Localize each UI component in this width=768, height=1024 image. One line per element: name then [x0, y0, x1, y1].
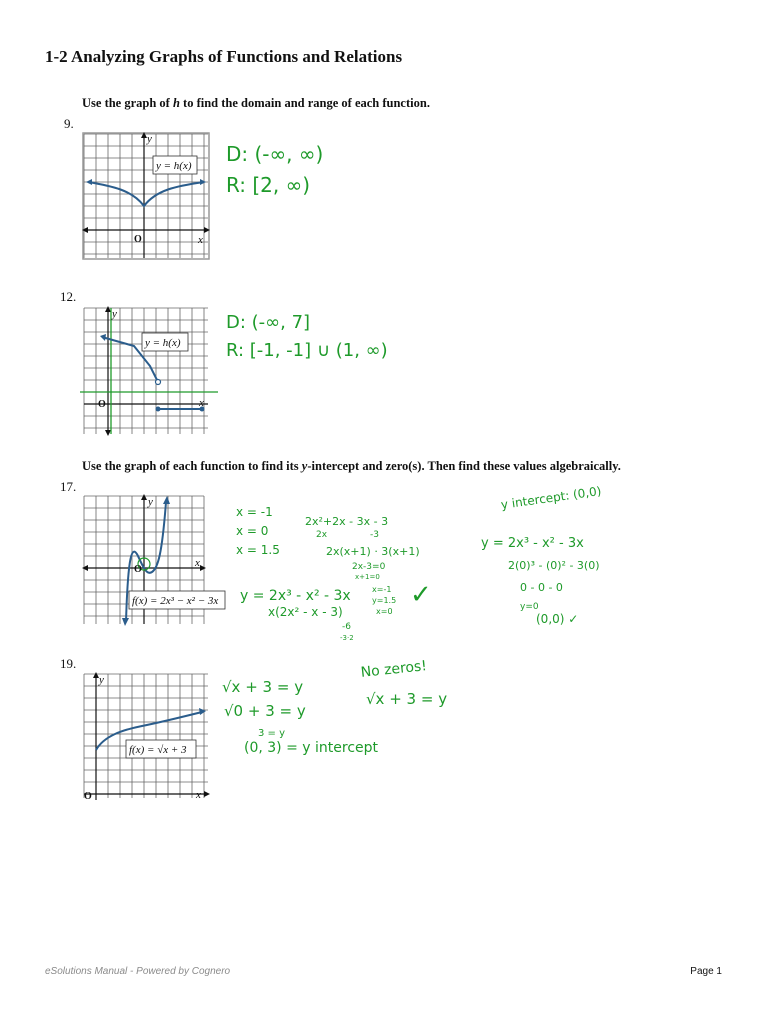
- svg-text:O: O: [134, 234, 142, 245]
- problem-number: 9.: [64, 116, 74, 131]
- work-answer: (0,0) ✓: [536, 612, 579, 626]
- function-label: y = h(x): [156, 160, 192, 172]
- graph-problem-9: [82, 132, 210, 260]
- work-factor: x(2x² - x - 3): [268, 605, 343, 619]
- work-equation: y = 2x³ - x² - 3x: [481, 536, 584, 551]
- work-result: 3 = y: [258, 728, 286, 739]
- work-step: 2x-3=0: [352, 562, 386, 572]
- svg-text:y: y: [147, 133, 152, 145]
- svg-text:y: y: [99, 674, 104, 686]
- svg-text:y: y: [148, 496, 153, 508]
- work-no-zeros: No zeros!: [360, 658, 428, 681]
- svg-text:O: O: [84, 791, 92, 802]
- work-substitution: 2(0)³ - (0)² - 3(0): [508, 559, 600, 572]
- work-step: -3: [370, 530, 379, 540]
- checkmark-icon: ✓: [410, 580, 432, 610]
- svg-text:O: O: [134, 564, 142, 575]
- work-zero-1: x = -1: [236, 505, 273, 519]
- work-result: y=0: [520, 602, 539, 612]
- graph-problem-12: [80, 306, 220, 436]
- work-equation: √x + 3 = y: [222, 678, 304, 696]
- svg-text:x: x: [196, 789, 201, 801]
- page-title: 1-2 Analyzing Graphs of Functions and Relations: [45, 47, 403, 66]
- work-zero-2: x = 0: [236, 524, 269, 538]
- work-substitution: √0 + 3 = y: [224, 702, 306, 720]
- work-step: -3·2: [340, 634, 354, 642]
- svg-text:y: y: [112, 308, 117, 320]
- svg-text:x: x: [199, 397, 204, 409]
- work-range: R: [2, ∞): [226, 173, 311, 197]
- page-number: Page 1: [690, 966, 722, 977]
- work-grouping: 2x²+2x - 3x - 3: [305, 515, 389, 528]
- footer-credit: eSolutions Manual - Powered by Cognero: [45, 966, 231, 977]
- work-y-intercept: y intercept: (0,0): [500, 483, 603, 512]
- work-domain: D: (-∞, 7]: [226, 312, 311, 333]
- work-answer: (0, 3) = y intercept: [244, 740, 379, 756]
- work-range: R: [-1, -1] ∪ (1, ∞): [226, 340, 388, 361]
- work-equation: √x + 3 = y: [366, 690, 448, 708]
- work-step: 2x(x+1) · 3(x+1): [326, 545, 420, 558]
- function-label: f(x) = √x + 3: [129, 744, 187, 756]
- instruction-domain-range: Use the graph of h to find the domain and range of each function.: [82, 96, 430, 110]
- work-step: x=0: [376, 607, 393, 616]
- work-step: x=-1: [372, 585, 392, 594]
- function-label: f(x) = 2x³ − x² − 3x: [132, 595, 219, 607]
- work-step: -6: [342, 622, 351, 632]
- work-step: x+1=0: [355, 573, 380, 581]
- work-step: y=1.5: [372, 596, 397, 605]
- problem-number: 17.: [60, 479, 77, 494]
- instruction-intercepts: Use the graph of each function to find its y-intercept and zero(s). Then find these values algebraically.: [82, 459, 621, 473]
- work-domain: D: (-∞, ∞): [226, 142, 324, 166]
- work-step: 2x: [316, 530, 328, 540]
- problem-number: 12.: [60, 289, 77, 304]
- svg-text:x: x: [195, 557, 200, 569]
- graph-problem-17: [82, 494, 228, 628]
- problem-number: 19.: [60, 656, 77, 671]
- svg-text:x: x: [198, 234, 203, 246]
- function-label: y = h(x): [145, 337, 181, 349]
- work-simplify: 0 - 0 - 0: [520, 581, 563, 594]
- work-equation: y = 2x³ - x² - 3x: [240, 588, 351, 604]
- svg-text:O: O: [98, 399, 106, 410]
- graph-problem-19: [82, 672, 210, 802]
- work-zero-3: x = 1.5: [236, 543, 280, 557]
